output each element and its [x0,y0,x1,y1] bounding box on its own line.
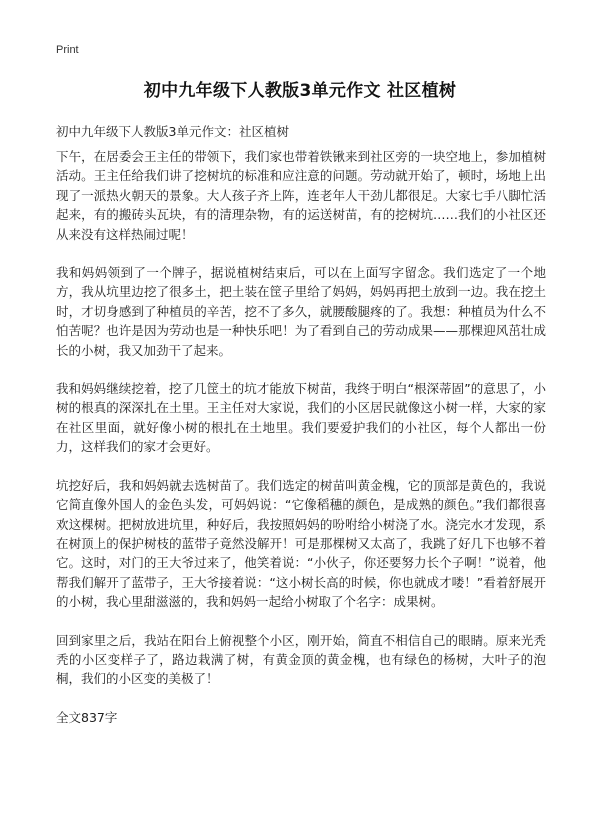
paragraph: 下午，在居委会王主任的带领下，我们家也带着铁锹来到社区旁的一块空地上，参加植树活动。王主任给我们讲了挖树坑的标准和应注意的问题。劳动就开始了，顿时，场地上出现了一派热火朝天的景象。大人孩子齐上阵，连老年人干劲儿都很足。大家七手八脚忙活起来，有的搬砖头瓦块，有的清理杂物，有的运送树苗，有的挖树坑……我们的小社区还从来没有这样热闹过呢！ [56,149,546,242]
word-count: 全文837字 [56,709,118,725]
paragraph: 我和妈妈领到了一个牌子，据说植树结束后，可以在上面写字留念。我们选定了一个地方，我从坑里边挖了很多土，把土装在筐子里给了妈妈，妈妈再把土放到一边。我在挖土时，才切身感到了种植员的辛苦，挖不了多久，就腰酸腿疼的了。我想：种植员为什么不怕苦呢？也许是因为劳动也是一种快乐吧！为了看到自己的劳动成果——那棵迎风茁壮成长的小树，我又加劲干了起来。 [56,265,546,358]
paragraph: 回到家里之后，我站在阳台上俯视整个小区，刚开始，简直不相信自己的眼睛。原来光秃秃的小区变样子了，路边栽满了树，有黄金顶的黄金槐，也有绿色的杨树，大叶子的泡桐，我们的小区变的美极了！ [56,632,546,687]
paragraph: 坑挖好后，我和妈妈就去选树苗了。我们选定的树苗叫黄金槐，它的顶部是黄色的，我说它简直像外国人的金色头发，可妈妈说：“它像稻穗的颜色，是成熟的颜色。”我们都很喜欢这棵树。把树放进坑里，种好后，我按照妈妈的吩咐给小树浇了水。浇完水才发现，系在树顶上的保护树枝的蓝带子竟然没解开！可是那棵树又太高了，我跳了好几下也够不着它。这时，对门的王大爷过来了，他笑着说：“小伙子，你还要努力长个子啊！”说着，他帮我们解开了蓝带子，王大爷接着说：“这小树长高的时候，你也就成才喽！”看着舒展开的小树，我心里甜滋滋的，我和妈妈一起给小树取了个名字：成果树。 [56,477,546,610]
print-link[interactable]: Print [56,44,79,56]
article-body [56,147,546,727]
article-subtitle: 初中九年级下人教版3单元作文：社区植树 [56,124,289,139]
article-title: 初中九年级下人教版3单元作文 社区植树 [143,81,457,101]
paragraph: 我和妈妈继续挖着，挖了几筐土的坑才能放下树苗，我终于明白“根深蒂固”的意思了，小树的根真的深深扎在土里。王主任对大家说，我们的小区居民就像这小树一样，大家的家在社区里面，就好像小树的根扎在土地里。我们要爱护我们的小社区，每个人都出一份力，这样我们的家才会更好。 [56,381,546,455]
